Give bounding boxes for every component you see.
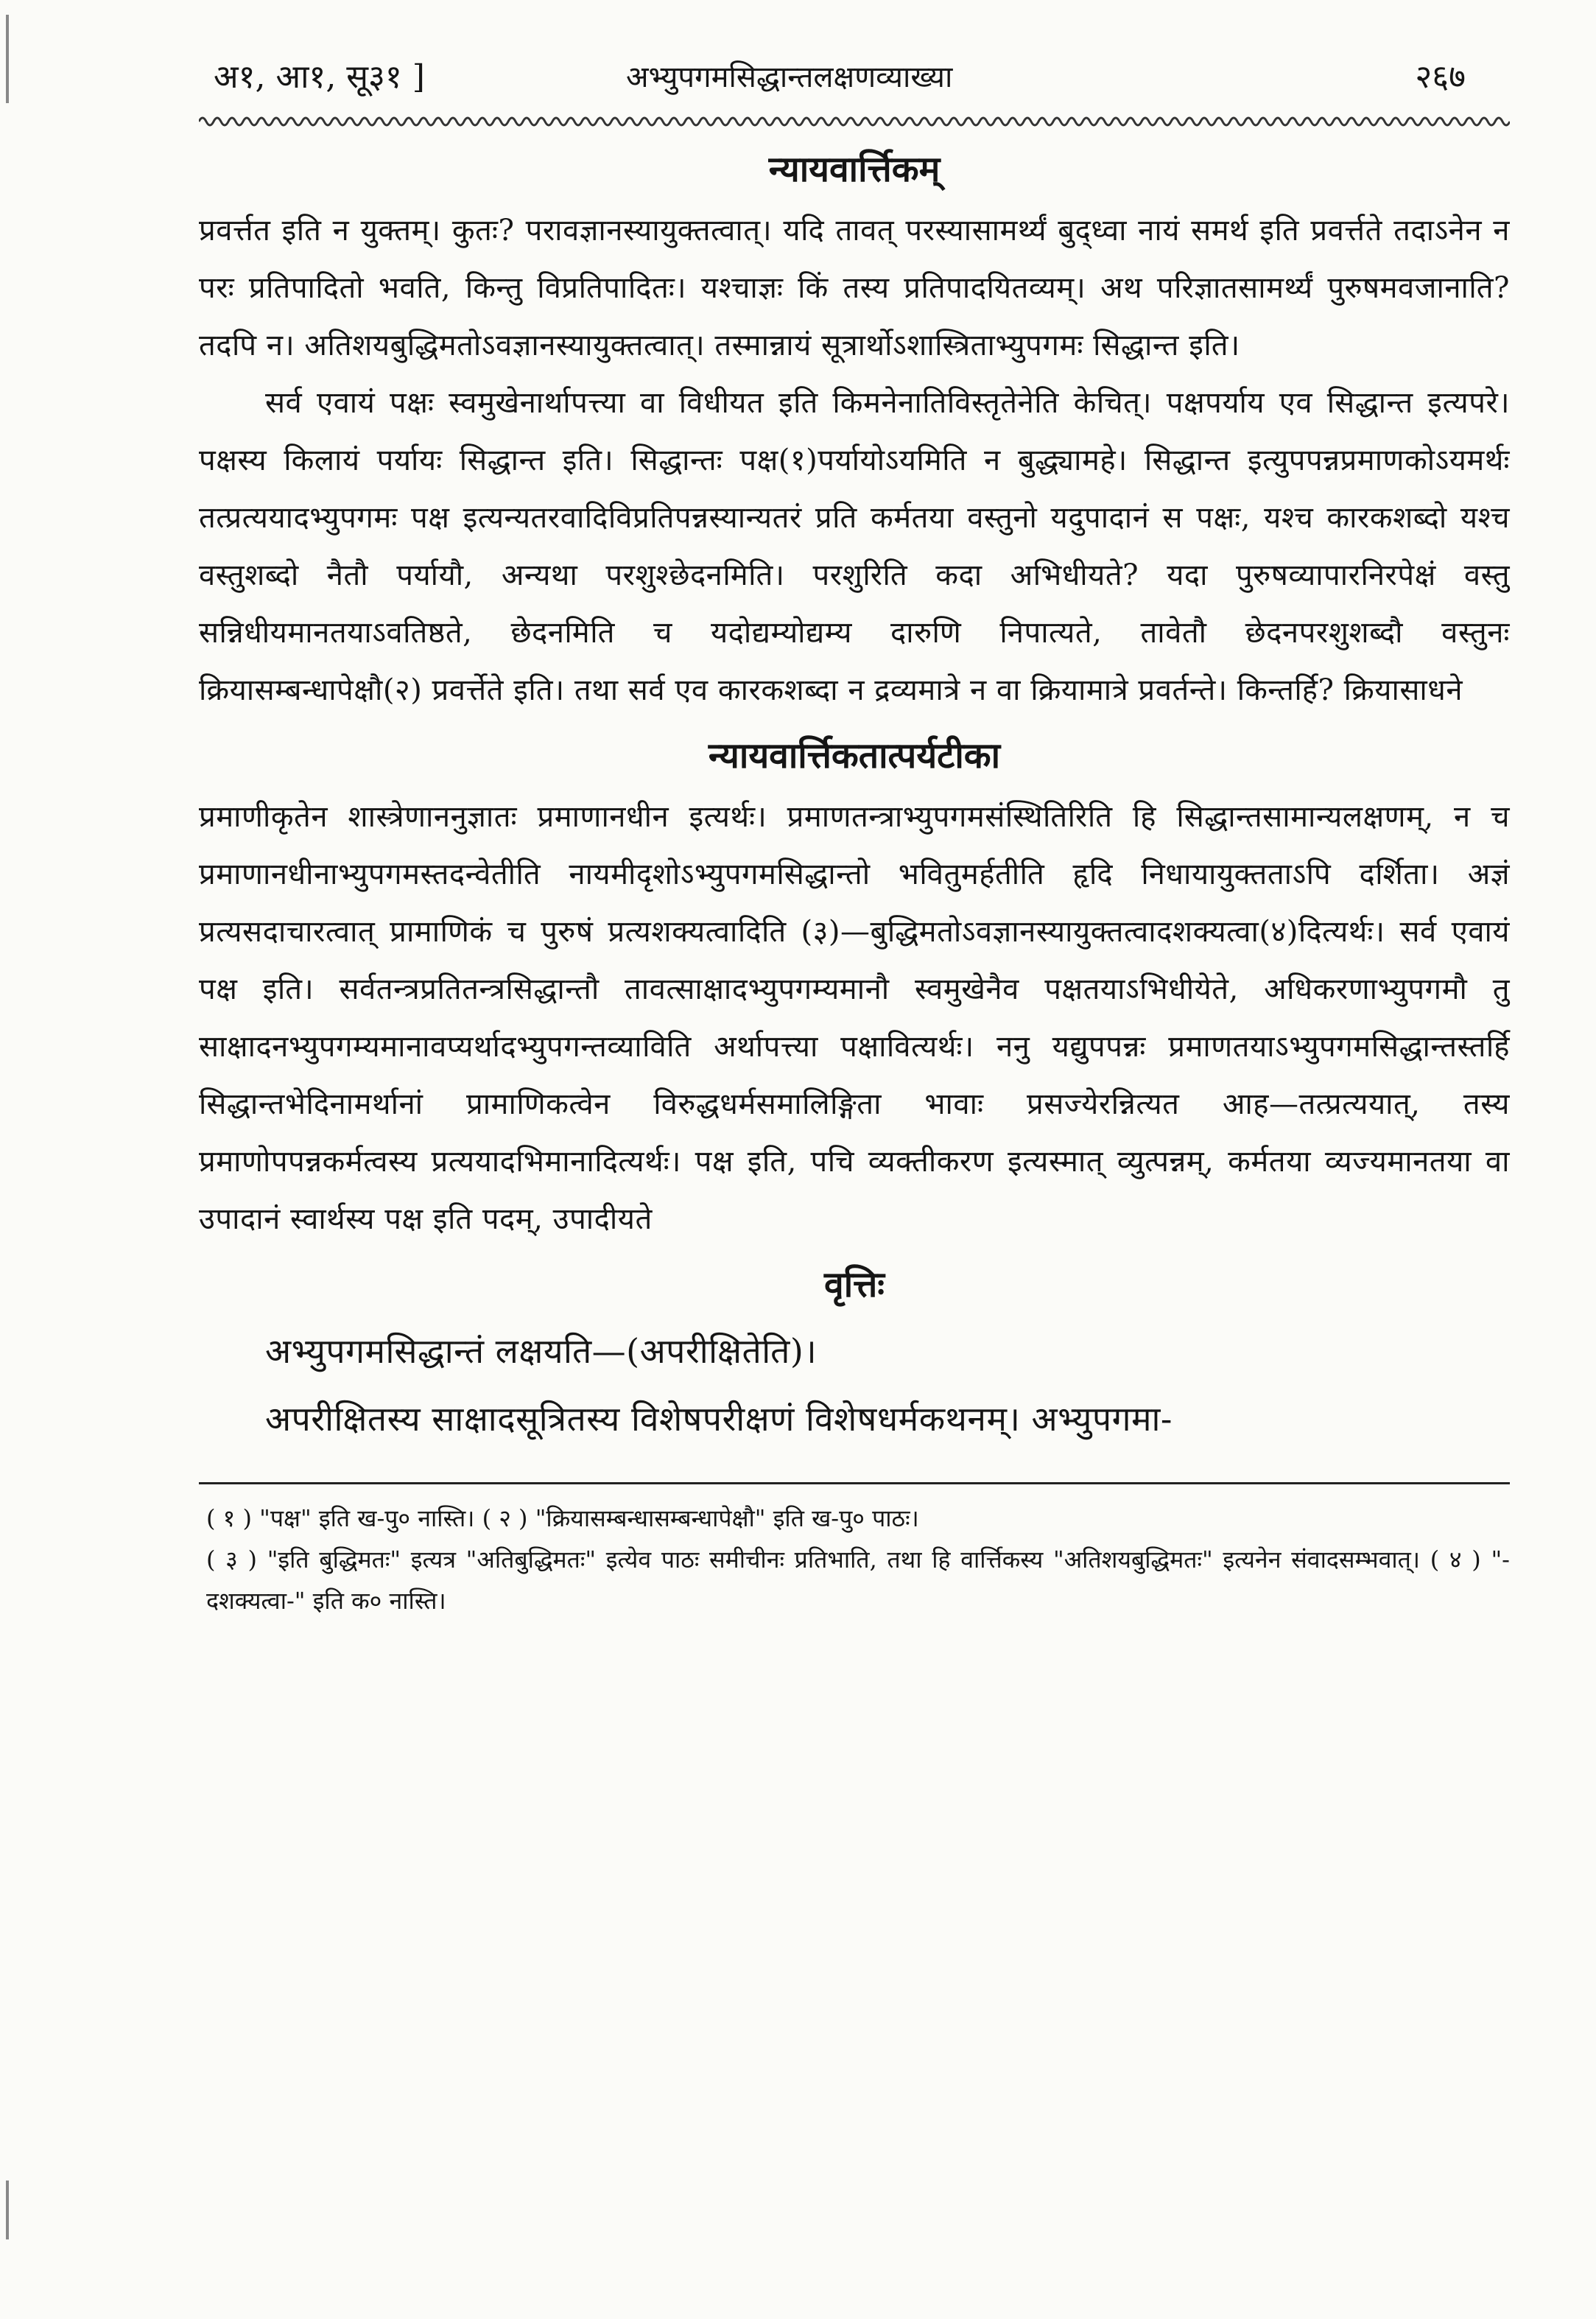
- vartika-section: [199, 140, 1510, 719]
- scan-edge-mark: [6, 2181, 9, 2239]
- section-heading: न्यायवार्त्तिकम्: [768, 149, 941, 190]
- vritti-paragraph-1: अभ्युपगमसिद्धान्तं लक्षयति—(अपरीक्षितेति)।: [265, 1331, 818, 1371]
- running-title: अभ्युपगमसिद्धान्तलक्षणव्याख्या: [626, 60, 953, 94]
- page-number: २६७: [1415, 58, 1466, 96]
- vritti-paragraph-2: अपरीक्षितस्य साक्षादसूत्रितस्य विशेषपरीक्षणं विशेषधर्मकथनम्। अभ्युपगमा-: [265, 1399, 1173, 1439]
- footnote-line: ( ३ ) "इति बुद्धिमतः" इत्यत्र "अतिबुद्धिमतः" इत्येव पाठः समीचीनः प्रतिभाति, तथा हि वार्त्तिकस्य "अतिशयबुद्धिमतः" इत्यनेन संवादसम्भवात्। ( ४ ) "-दशक्यत्वा-" इति क० नास्ति।: [206, 1546, 1510, 1615]
- header-wavy-rule: [199, 110, 1510, 133]
- vartika-paragraph-1: प्रवर्त्तत इति न युक्तम्। कुतः? परावज्ञानस्यायुक्तत्वात्। यदि तावत् परस्यासामर्थ्यं बुद्ध्वा नायं समर्थ इति प्रवर्त्तते तदाऽनेन न परः प्रतिपादितो भवति, किन्तु विप्रतिपादितः। यश्चाज्ञः किं तस्य प्रतिपादयितव्यम्। अथ परिज्ञातसामर्थ्यं पुरुषमवजानाति? तदपि न। अतिशयबुद्धिमतोऽवज्ञानस्यायुक्तत्वात्। तस्मान्नायं सूत्रार्थोऽशास्त्रिताभ्युपगमः सिद्धान्त इति।: [199, 214, 1510, 362]
- footnote-divider: [199, 1482, 1510, 1484]
- footnotes: [199, 1498, 1510, 1621]
- book-page: [199, 44, 1510, 1621]
- vartika-paragraph-2: सर्व एवायं पक्षः स्वमुखेनार्थापत्त्या वा विधीयत इति किमनेनातिविस्तृतेनेति केचित्। पक्षपर्याय एव सिद्धान्त इत्यपरे। पक्षस्य किलायं पर्यायः सिद्धान्त इति। सिद्धान्तः पक्ष(१)पर्यायोऽयमिति न बुद्ध्यामहे। सिद्धान्त इत्युपपन्नप्रमाणकोऽयमर्थः तत्प्रत्ययादभ्युपगमः पक्ष इत्यन्यतरवादिविप्रतिपन्नस्यान्यतरं प्रति कर्मतया वस्तुनो यदुपादानं स पक्षः, यश्च कारकशब्दो यश्च वस्तुशब्दो नैतौ पर्यायौ, अन्यथा परशुश्छेदनमिति। परशुरिति कदा अभिधीयते? यदा पुरुषव्यापारनिरपेक्षं वस्तु सन्निधीयमानतयाऽवतिष्ठते, छेदनमिति च यदोद्यम्योद्यम्य दारुणि निपात्यते, तावेतौ छेदनपरशुशब्दौ वस्तुनः क्रियासम्बन्धापेक्षौ(२) प्रवर्त्तेते इति। तथा सर्व एव कारकशब्दा न द्रव्यमात्रे न वा क्रियामात्रे प्रवर्तन्ते। किन्तर्हि? क्रियासाधने: [199, 386, 1510, 707]
- tika-section: [199, 726, 1510, 1248]
- section-heading: न्यायवार्त्तिकतात्पर्यटीका: [708, 735, 1001, 776]
- tika-paragraph: प्रमाणीकृतेन शास्त्रेणाननुज्ञातः प्रमाणानधीन इत्यर्थः। प्रमाणतन्त्राभ्युपगमसंस्थितिरिति हि सिद्धान्तसामान्यलक्षणम्, न च प्रमाणानधीनाभ्युपगमस्तदन्वेतीति नायमीदृशोऽभ्युपगमसिद्धान्तो भवितुमर्हतीति हृदि निधायायुक्तताऽपि दर्शिता। अज्ञं प्रत्यसदाचारत्वात् प्रामाणिकं च पुरुषं प्रत्यशक्यत्वादिति (३)—बुद्धिमतोऽवज्ञानस्यायुक्तत्वादशक्यत्वा(४)दित्यर्थः। सर्व एवायं पक्ष इति। सर्वतन्त्रप्रतितन्त्रसिद्धान्तौ तावत्साक्षादभ्युपगम्यमानौ स्वमुखेनैव पक्षतयाऽभिधीयेते, अधिकरणाभ्युपगमौ तु साक्षादनभ्युपगम्यमानावप्यर्थादभ्युपगन्तव्याविति अर्थापत्त्या पक्षावित्यर्थः। ननु यद्युपपन्नः प्रमाणतयाऽभ्युपगमसिद्धान्तस्तर्हि सिद्धान्तभेदिनामर्थानां प्रामाणिकत्वेन विरुद्धधर्मसमालिङ्गिता भावाः प्रसज्येरन्नित्यत आह—तत्प्रत्ययात्, तस्य प्रमाणोपपन्नकर्मत्वस्य प्रत्ययादभिमानादित्यर्थः। पक्ष इति, पचि व्यक्तीकरण इत्यस्मात् व्युत्पन्नम्, कर्मतया व्यज्यमानतया वा उपादानं स्वार्थस्य पक्ष इति पदम्, उपादीयते: [199, 800, 1510, 1236]
- running-header: [199, 44, 1510, 110]
- section-heading: वृत्तिः: [824, 1264, 885, 1305]
- chapter-reference: अ१, आ१, सू३१ ]: [214, 58, 425, 96]
- scan-edge-mark: [6, 15, 9, 103]
- footnote-line: ( १ ) "पक्ष" इति ख-पु० नास्ति। ( २ ) "क्रियासम्बन्धासम्बन्धापेक्षौ" इति ख-पु० पाठः।: [206, 1504, 919, 1532]
- vritti-section: [199, 1255, 1510, 1453]
